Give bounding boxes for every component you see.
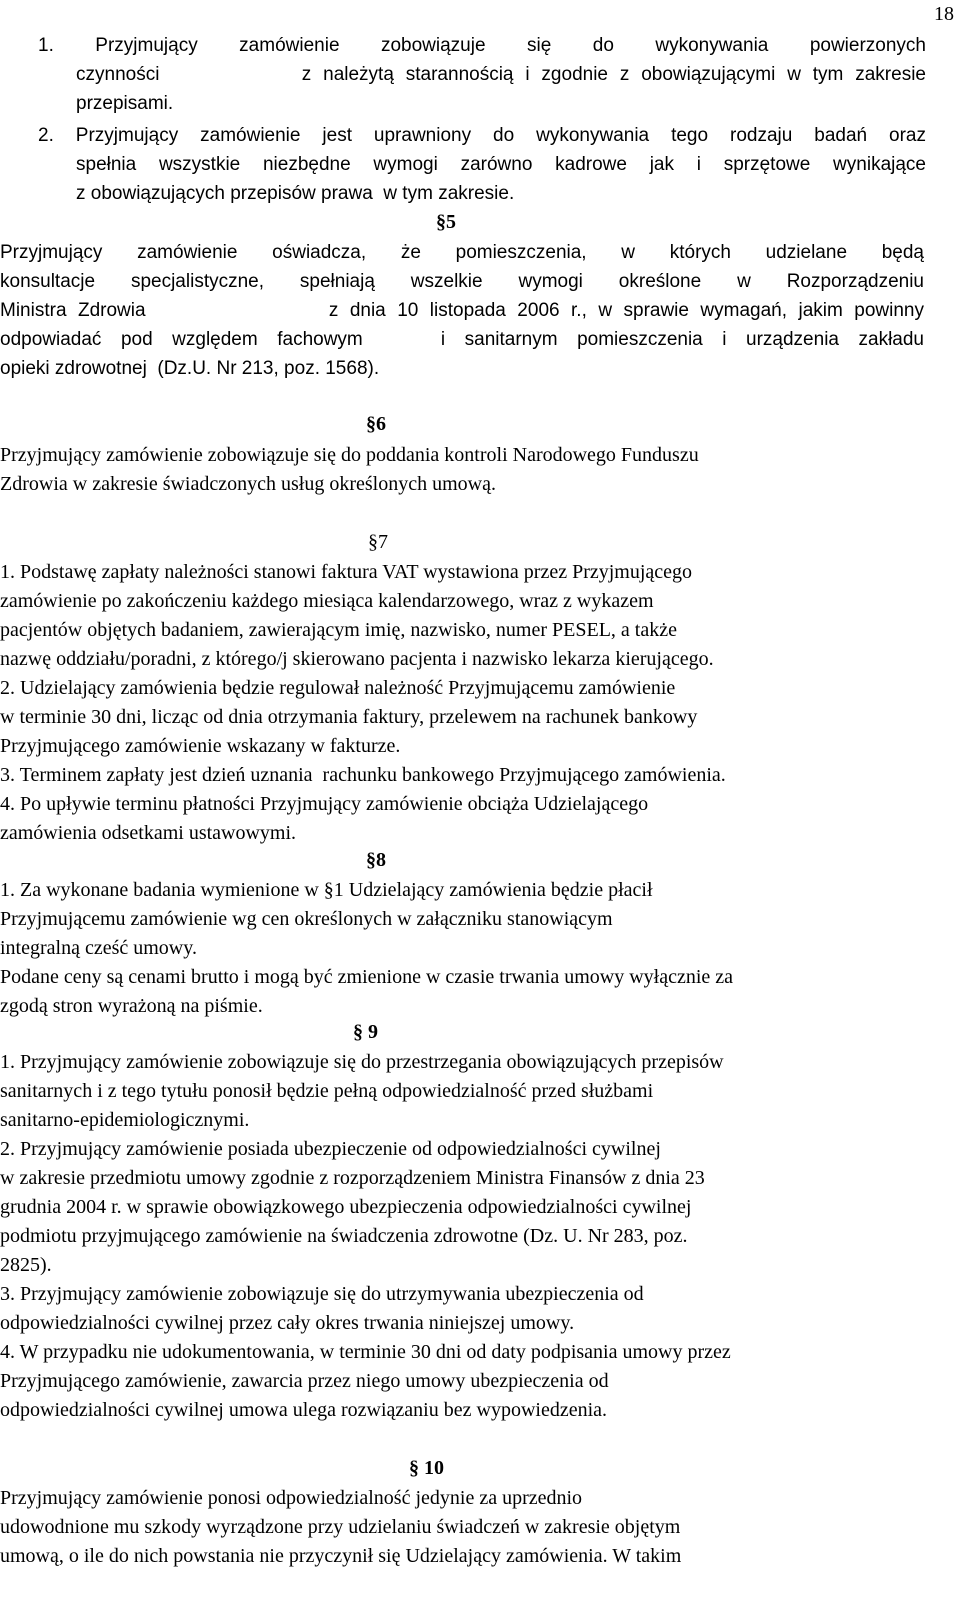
- paragraph-line: 4. Po upływie terminu płatności Przyjmujący zamówienie obciąża Udzielającego: [0, 793, 649, 815]
- paragraph-line: spełnia wszystkie niezbędne wymogi zarówno kadrowe jak i sprzętowe wynikające: [76, 154, 926, 175]
- paragraph-line: odpowiedzialności cywilnej przez cały okres trwania niniejszej umowy.: [0, 1312, 575, 1334]
- paragraph-line: zamówienia odsetkami ustawowymi.: [0, 822, 297, 844]
- paragraph-line: nazwę oddziału/poradni, z którego/j skierowano pacjenta i nazwisko lekarza kierującego.: [0, 648, 714, 670]
- paragraph-line: 1. Podstawę zapłaty należności stanowi faktura VAT wystawiona przez Przyjmującego: [0, 561, 693, 583]
- paragraph-line: pacjentów objętych badaniem, zawierającym imię, nazwisko, numer PESEL, a także: [0, 619, 677, 641]
- section-heading-6: §6: [366, 413, 386, 435]
- paragraph-line: Podane ceny są cenami brutto i mogą być zmienione w czasie trwania umowy wyłącznie za: [0, 966, 734, 988]
- paragraph-line: grudnia 2004 r. w sprawie obowiązkowego ubezpieczenia odpowiedzialności cywilnej: [0, 1196, 692, 1218]
- paragraph-line: 2. Przyjmujący zamówienie jest uprawniony do wykonywania tego rodzaju badań oraz: [38, 125, 926, 146]
- paragraph-line: przepisami.: [76, 93, 174, 114]
- paragraph-line: sanitarnych i z tego tytułu ponosił będzie pełną odpowiedzialność przed służbami: [0, 1080, 654, 1102]
- section-heading-5: §5: [436, 211, 456, 233]
- paragraph-line: 1. Przyjmujący zamówienie zobowiązuje się do przestrzegania obowiązujących przepisów: [0, 1051, 724, 1073]
- paragraph-line: Zdrowia w zakresie świadczonych usług określonych umową.: [0, 473, 496, 495]
- section-heading-10: § 10: [409, 1457, 444, 1479]
- paragraph-line: konsultacje specjalistyczne, spełniają wszelkie wymogi określone w Rozporządzeniu: [0, 271, 924, 292]
- paragraph-line: 4. W przypadku nie udokumentowania, w terminie 30 dni od daty podpisania umowy przez: [0, 1341, 731, 1363]
- paragraph-line: 2. Udzielający zamówienia będzie regulował należność Przyjmującemu zamówienie: [0, 677, 676, 699]
- paragraph-line: 1. Przyjmujący zamówienie zobowiązuje się do wykonywania powierzonych: [38, 35, 926, 56]
- paragraph-line: 3. Terminem zapłaty jest dzień uznania rachunku bankowego Przyjmującego zamówienia.: [0, 764, 726, 786]
- paragraph-line: Ministra Zdrowia z dnia 10 listopada 2006 r., w sprawie wymagań, jakim powinny: [0, 300, 924, 321]
- paragraph-line: odpowiedzialności cywilnej umowa ulega rozwiązaniu bez wypowiedzenia.: [0, 1399, 608, 1421]
- paragraph-line: 3. Przyjmujący zamówienie zobowiązuje się do utrzymywania ubezpieczenia od: [0, 1283, 644, 1305]
- paragraph-line: Przyjmujący zamówienie ponosi odpowiedzialność jedynie za uprzednio: [0, 1487, 583, 1509]
- paragraph-line: Przyjmujący zamówienie zobowiązuje się do poddania kontroli Narodowego Funduszu: [0, 444, 699, 466]
- paragraph-line: integralną cześć umowy.: [0, 937, 197, 959]
- paragraph-line: 2825).: [0, 1254, 52, 1276]
- paragraph-line: Przyjmujący zamówienie oświadcza, że pomieszczenia, w których udzielane będą: [0, 242, 924, 263]
- paragraph-line: sanitarno-epidemiologicznymi.: [0, 1109, 250, 1131]
- paragraph-line: opieki zdrowotnej (Dz.U. Nr 213, poz. 1568).: [0, 358, 380, 379]
- paragraph-line: zgodą stron wyrażoną na piśmie.: [0, 995, 263, 1017]
- paragraph-line: udowodnione mu szkody wyrządzone przy udzielaniu świadczeń w zakresie objętym: [0, 1516, 681, 1538]
- paragraph-line: w terminie 30 dni, licząc od dnia otrzymania faktury, przelewem na rachunek bankowy: [0, 706, 698, 728]
- paragraph-line: Przyjmującego zamówienie, zawarcia przez niego umowy ubezpieczenia od: [0, 1370, 609, 1392]
- paragraph-line: Przyjmującego zamówienie wskazany w fakturze.: [0, 735, 401, 757]
- paragraph-line: czynności z należytą starannością i zgodnie z obowiązującymi w tym zakresie: [76, 64, 926, 85]
- section-heading-7: §7: [368, 531, 388, 553]
- page-number: 18: [934, 3, 954, 25]
- paragraph-line: odpowiadać pod względem fachowym i sanitarnym pomieszczenia i urządzenia zakładu: [0, 329, 924, 350]
- paragraph-line: 2. Przyjmujący zamówienie posiada ubezpieczenie od odpowiedzialności cywilnej: [0, 1138, 661, 1160]
- section-heading-9: § 9: [353, 1021, 378, 1043]
- paragraph-line: 1. Za wykonane badania wymienione w §1 Udzielający zamówienia będzie płacił: [0, 879, 653, 901]
- paragraph-line: podmiotu przyjmującego zamówienie na świadczenia zdrowotne (Dz. U. Nr 283, poz.: [0, 1225, 688, 1247]
- paragraph-line: w zakresie przedmiotu umowy zgodnie z rozporządzeniem Ministra Finansów z dnia 23: [0, 1167, 705, 1189]
- paragraph-line: Przyjmującemu zamówienie wg cen określonych w załączniku stanowiącym: [0, 908, 613, 930]
- paragraph-line: z obowiązujących przepisów prawa w tym zakresie.: [76, 183, 515, 204]
- paragraph-line: umową, o ile do nich powstania nie przyczynił się Udzielający zamówienia. W takim: [0, 1545, 682, 1567]
- paragraph-line: zamówienie po zakończeniu każdego miesiąca kalendarzowego, wraz z wykazem: [0, 590, 654, 612]
- section-heading-8: §8: [366, 849, 386, 871]
